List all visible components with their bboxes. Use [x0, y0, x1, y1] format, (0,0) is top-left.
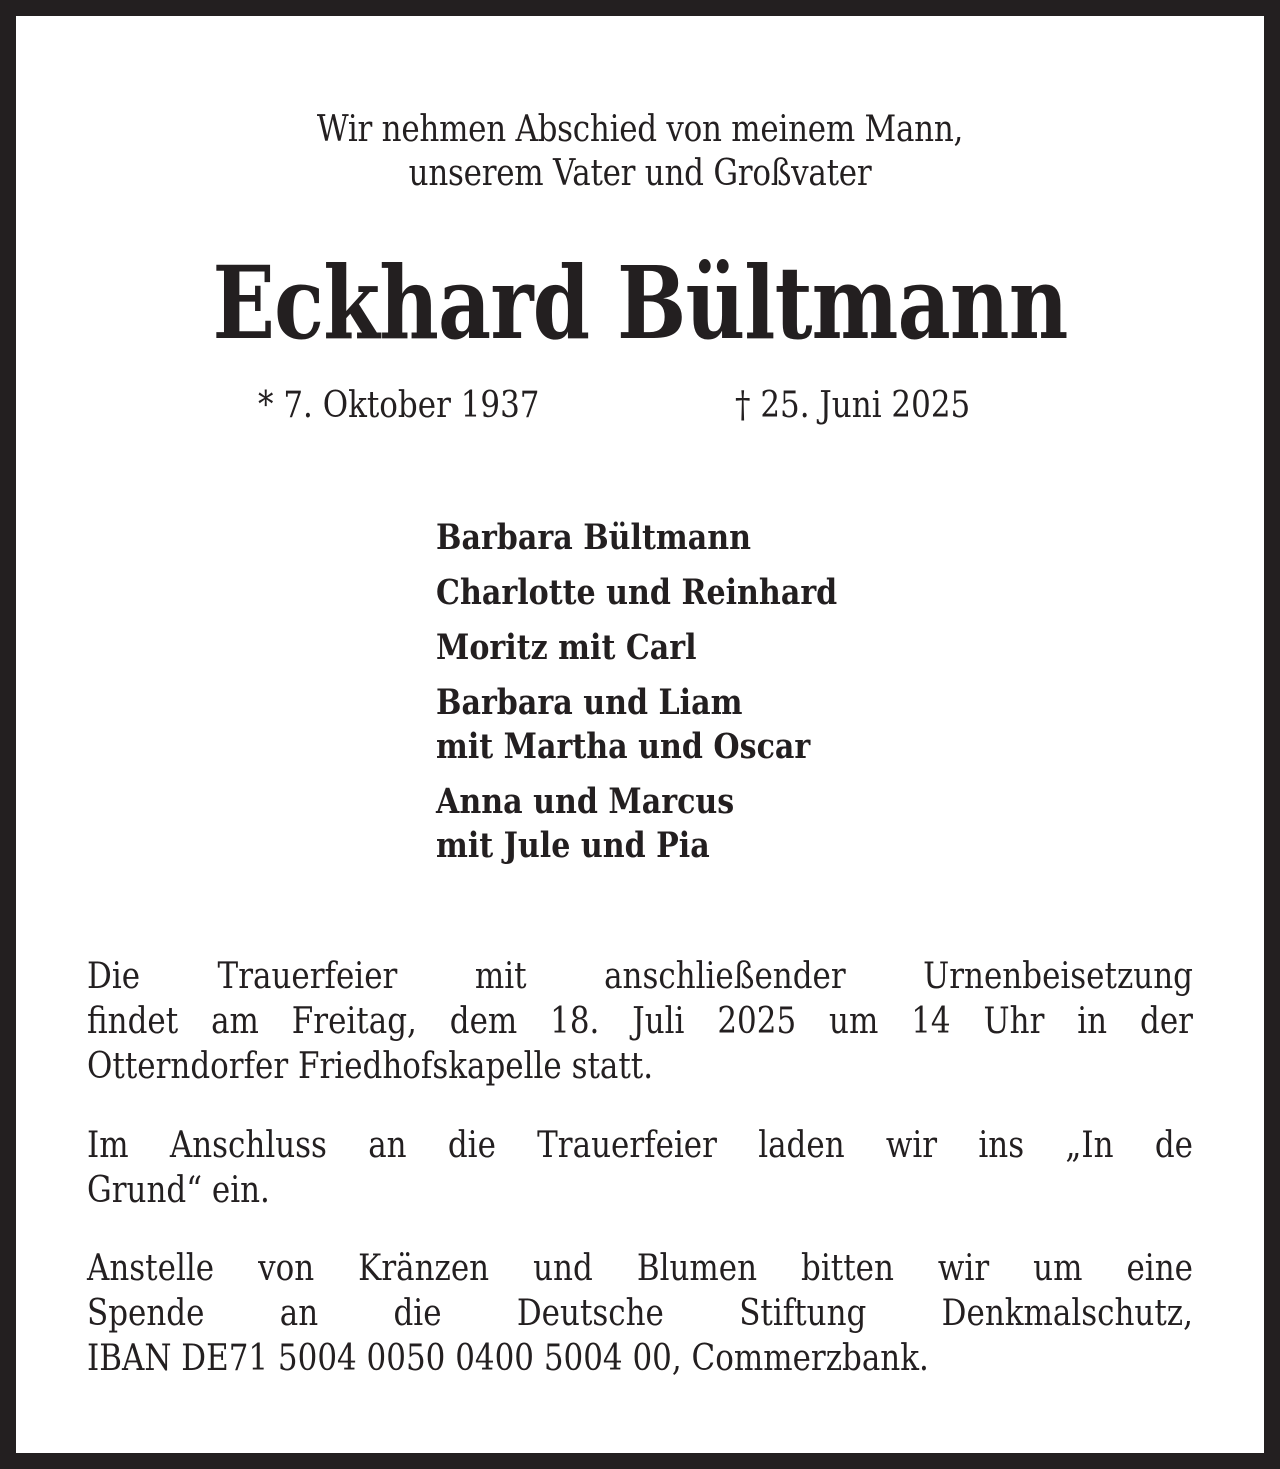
- obituary-notice: [16, 16, 1264, 1453]
- paragraph-line: Grund“ ein.: [87, 1170, 270, 1211]
- paragraph-line: Die Trauerfeier mit anschließender Urnenbeisetzung: [87, 956, 1193, 997]
- family-member: Anna und Marcus: [436, 781, 735, 822]
- intro-line: unserem Vater und Großvater: [408, 153, 872, 194]
- family-member: mit Martha und Oscar: [436, 726, 811, 767]
- donation-paragraph: [87, 1246, 1193, 1381]
- family-group: [436, 681, 837, 769]
- birth-date: * 7. Oktober 1937: [258, 385, 540, 426]
- intro-text: [103, 108, 1176, 196]
- reception-paragraph: [87, 1123, 1193, 1213]
- paragraph-line: Otterndorfer Friedhofskapelle statt.: [87, 1046, 654, 1087]
- death-date: † 25. Juni 2025: [735, 385, 971, 426]
- family-group: [436, 626, 837, 670]
- family-member: Barbara Bültmann: [436, 517, 751, 558]
- paragraph-line: Spende an die Deutsche Stiftung Denkmalschutz,: [87, 1293, 1193, 1334]
- paragraph-line: findet am Freitag, dem 18. Juli 2025 um 14 Uhr in der: [87, 1001, 1193, 1042]
- deceased-name: Eckhard Bültmann: [212, 244, 1068, 362]
- funeral-details-paragraph: [87, 954, 1193, 1089]
- family-member: Barbara und Liam: [436, 682, 743, 723]
- family-list: [436, 516, 837, 879]
- paragraph-line: Im Anschluss an die Trauerfeier laden wir ins „In de: [87, 1125, 1193, 1166]
- intro-line: Wir nehmen Abschied von meinem Mann,: [316, 109, 964, 150]
- family-group: [436, 516, 837, 560]
- family-group: [436, 780, 837, 868]
- paragraph-line: IBAN DE71 5004 0050 0400 5004 00, Commerzbank.: [87, 1338, 929, 1379]
- family-group: [436, 571, 837, 615]
- family-member: mit Jule und Pia: [436, 825, 710, 866]
- family-member: Moritz mit Carl: [436, 627, 697, 668]
- paragraph-line: Anstelle von Kränzen und Blumen bitten wir um eine: [87, 1248, 1193, 1289]
- family-member: Charlotte und Reinhard: [436, 572, 838, 613]
